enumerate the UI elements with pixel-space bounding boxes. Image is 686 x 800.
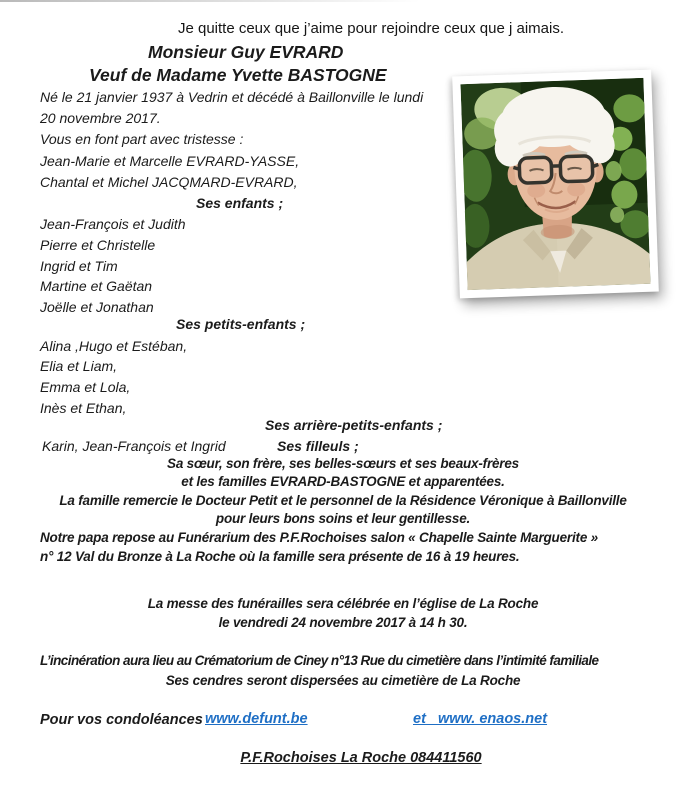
condolences-link-enaos[interactable]: et www. enaos.net	[413, 711, 548, 727]
birth-death-line-2: 20 novembre 2017.	[40, 110, 161, 126]
repose-line-1: Notre papa repose au Funérarium des P.F.Rochoises salon « Chapelle Sainte Marguerite »	[40, 530, 598, 545]
portrait-photo	[452, 70, 659, 299]
thanks-line-2: pour leurs bons soins et leur gentillesse.	[215, 511, 471, 526]
child-couple-2: Chantal et Michel JACQMARD-EVRARD,	[40, 174, 298, 190]
grandchild-2: Pierre et Christelle	[40, 237, 156, 253]
grandchild-5: Joëlle et Jonathan	[40, 299, 154, 315]
scan-edge	[0, 0, 420, 2]
announcement-intro: Vous en font part avec tristesse :	[40, 131, 244, 147]
condolences-link-defunt[interactable]: www.defunt.be	[205, 711, 308, 727]
grandchild-1: Jean-François et Judith	[40, 216, 186, 232]
children-label: Ses enfants ;	[196, 195, 284, 211]
funeral-home-footer: P.F.Rochoises La Roche 084411560	[240, 750, 482, 766]
cremation-line-1: L’incinération aura lieu au Crématorium de Ciney n°13 Rue du cimetière dans l’intimité familiale	[40, 653, 599, 668]
grandchild-4: Martine et Gaëtan	[40, 278, 153, 294]
epigraph: Je quitte ceux que j’aime pour rejoindre ceux que j aimais.	[177, 20, 565, 37]
cremation-line-2: Ses cendres seront dispersées au cimetière de La Roche	[165, 673, 521, 688]
repose-line-2: n° 12 Val du Bronze à La Roche où la famille sera présente de 16 à 19 heures.	[40, 549, 520, 564]
deceased-widower-line: Veuf de Madame Yvette BASTOGNE	[89, 65, 387, 85]
mass-line-2: le vendredi 24 novembre 2017 à 14 h 30.	[218, 615, 468, 630]
child-couple-1: Jean-Marie et Marcelle EVRARD-YASSE,	[40, 153, 300, 169]
great-grandchild-3: Emma et Lola,	[40, 379, 131, 395]
grandchildren-label: Ses petits-enfants ;	[176, 316, 306, 332]
grandchild-3: Ingrid et Tim	[40, 258, 118, 274]
deceased-name: Monsieur Guy EVRARD	[148, 42, 344, 62]
family-line-1: Sa sœur, son frère, ses belles-sœurs et ses beaux-frères	[167, 456, 519, 471]
godchildren-names: Karin, Jean-François et Ingrid	[42, 438, 226, 454]
condolences-label: Pour vos condoléances	[40, 712, 203, 728]
godchildren-label: Ses filleuls ;	[277, 438, 359, 454]
birth-death-line-1: Né le 21 janvier 1937 à Vedrin et décédé à Baillonville le lundi	[40, 89, 424, 105]
great-grandchild-1: Alina ,Hugo et Estéban,	[40, 338, 188, 354]
family-line-2: et les familles EVRARD-BASTOGNE et apparentées.	[181, 474, 505, 489]
thanks-line-1: La famille remercie le Docteur Petit et le personnel de la Résidence Véronique à Baillonville	[59, 493, 627, 508]
great-grandchildren-label: Ses arrière-petits-enfants ;	[265, 417, 443, 433]
great-grandchild-2: Elia et Liam,	[40, 358, 118, 374]
mass-line-1: La messe des funérailles sera célébrée en l’église de La Roche	[147, 596, 539, 611]
great-grandchild-4: Inès et Ethan,	[40, 400, 127, 416]
portrait-illustration	[460, 78, 650, 290]
